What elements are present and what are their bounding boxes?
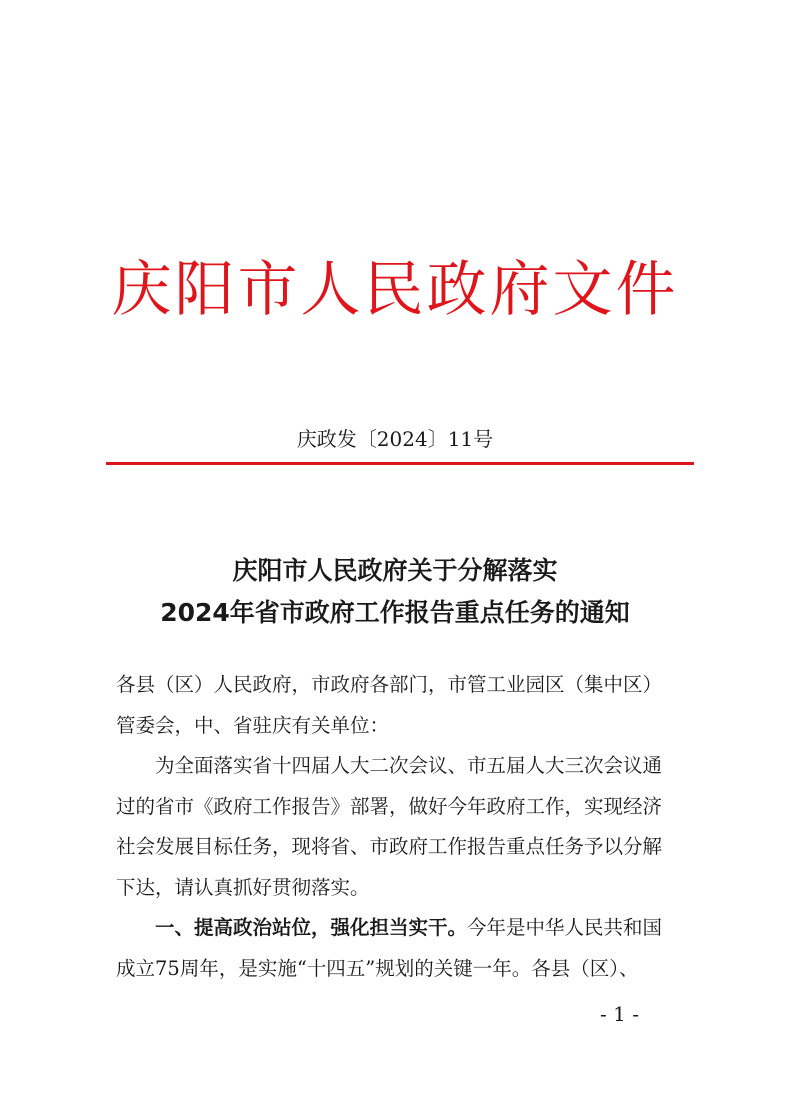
- red-separator-line: [106, 462, 694, 465]
- salutation-line-2: 管委会，中、省驻庆有关单位：: [116, 713, 390, 737]
- paragraph-2-line-2: 成立75周年，是实施“十四五”规划的关键一年。各县（区）、: [116, 956, 639, 980]
- paragraph-1-line-1: 为全面落实省十四届人大二次会议、市五届人大三次会议通: [155, 754, 663, 777]
- document-body: [116, 665, 690, 989]
- notice-title-line-2: 2024年省市政府工作报告重点任务的通知: [160, 598, 630, 627]
- issuing-authority-header: 庆阳市人民政府文件: [111, 255, 679, 325]
- section-heading-1: 一、提高政治站位，强化担当实干。: [155, 916, 468, 939]
- paragraph-1-line-3: 社会发展目标任务，现将省、市政府工作报告重点任务予以分解: [116, 835, 663, 858]
- notice-title-line-1: 庆阳市人民政府关于分解落实: [232, 556, 558, 585]
- page-number: - 1 -: [600, 1002, 639, 1026]
- paragraph-1-line-2: 过的省市《政府工作报告》部署，做好今年政府工作，实现经济: [116, 794, 663, 818]
- salutation-line-1: 各县（区）人民政府，市政府各部门，市管工业园区（集中区）: [116, 673, 663, 696]
- paragraph-1: [116, 746, 690, 908]
- notice-title: [0, 550, 790, 634]
- paragraph-2-line-1: [116, 908, 690, 949]
- salutation: [116, 665, 690, 746]
- document-number: 庆政发〔2024〕11号: [296, 427, 494, 451]
- paragraph-2-line-1-text: 今年是中华人民共和国: [467, 916, 663, 939]
- paragraph-2: [116, 908, 690, 989]
- paragraph-1-line-4: 下达，请认真抓好贯彻落实。: [116, 875, 370, 899]
